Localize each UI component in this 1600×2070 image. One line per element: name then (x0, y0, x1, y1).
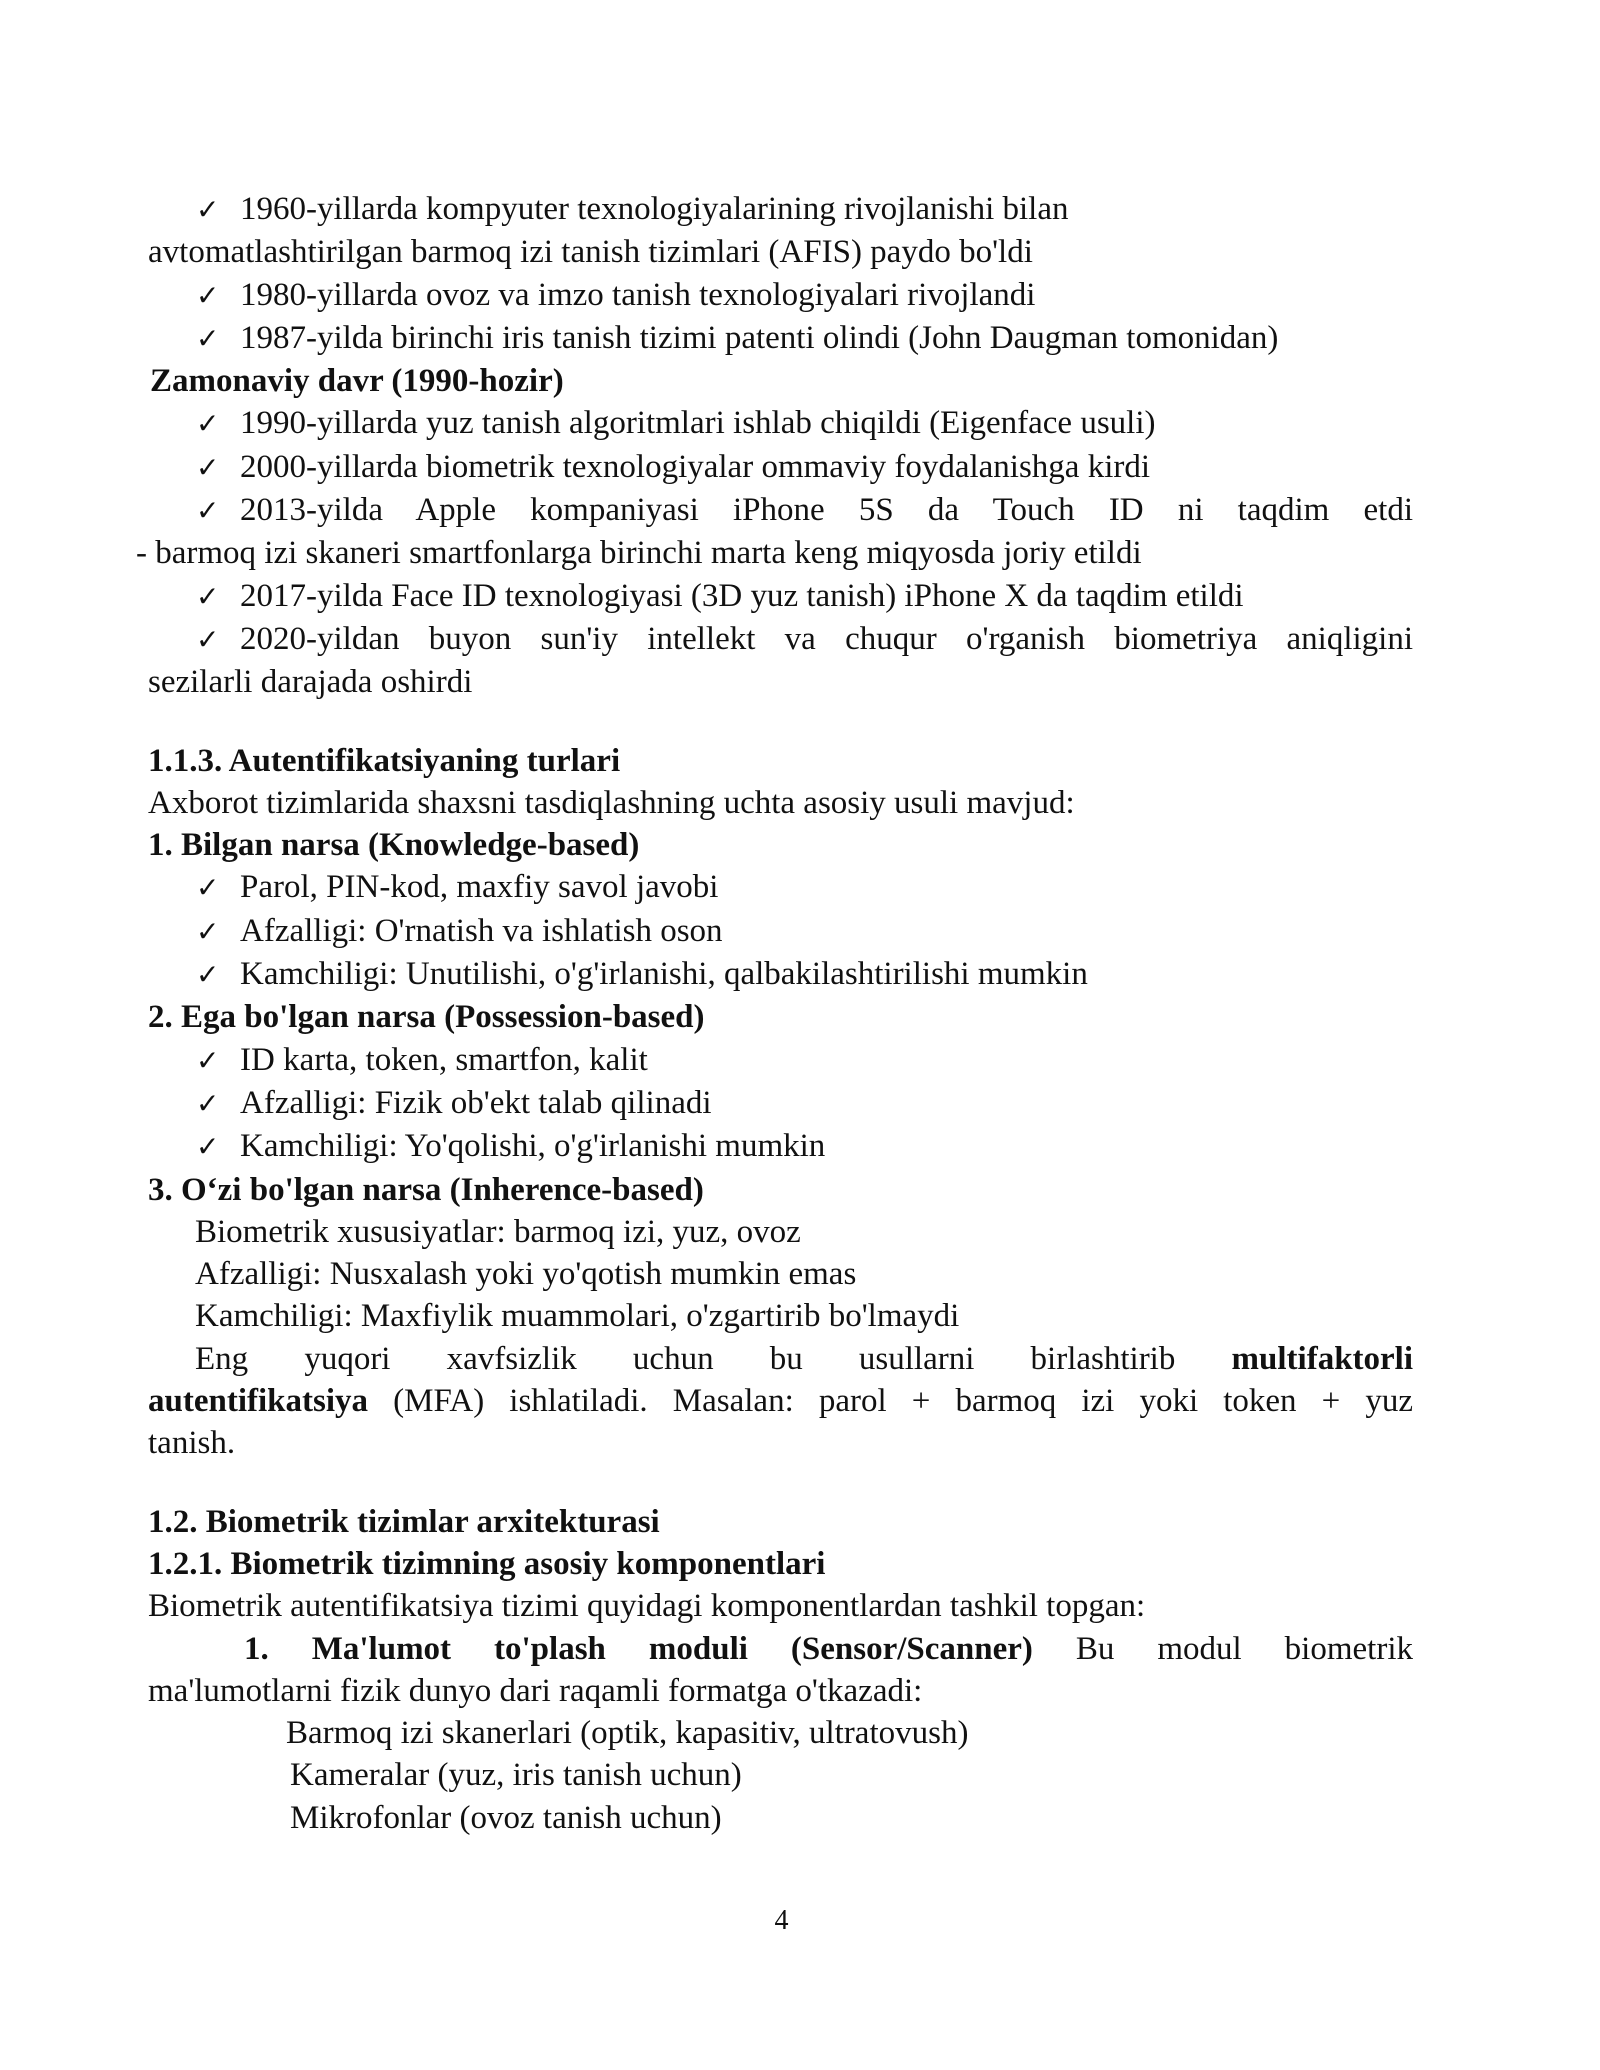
mfa-paragraph: Eng yuqori xavfsizlik uchun bu usullarni birlashtirib multifaktorli autentifikatsiya (MFA) ishlatiladi. Masalan: parol + barmoq izi yoki token + yuz tanish. (148, 1340, 1414, 1462)
list-item: ✓ ID karta, token, smartfon, kalit (148, 1039, 1413, 1082)
list-item: Barmoq izi skanerlari (optik, kapasitiv, ultratovush) (286, 1715, 969, 1752)
checkmark-icon: ✓ (196, 579, 220, 613)
checkmark-icon: ✓ (196, 1086, 220, 1120)
list-item: Mikrofonlar (ovoz tanish uchun) (290, 1799, 722, 1836)
list-item: Kameralar (yuz, iris tanish uchun) (290, 1757, 742, 1794)
checkmark-icon: ✓ (196, 321, 220, 355)
checkmark-icon: ✓ (196, 914, 220, 948)
auth-type-heading: 2. Ega bo'lgan narsa (Possession-based) (148, 999, 705, 1036)
list-item: ✓ 1960-yillarda kompyuter texnologiyalarining rivojlanishi bilan avtomatlashtirilgan barmoq izi tanish tizimlari (AFIS) paydo bo'ldi (148, 191, 1069, 271)
list-item: ✓ 2017-yilda Face ID texnologiyasi (3D yuz tanish) iPhone X da taqdim etildi (148, 575, 1413, 618)
section-heading: 1.2. Biometrik tizimlar arxitekturasi (148, 1503, 660, 1540)
checkmark-icon: ✓ (196, 958, 220, 992)
list-item: ✓ 1990-yillarda yuz tanish algoritmlari ishlab chiqildi (Eigenface usuli) (148, 402, 1413, 445)
checkmark-icon: ✓ (196, 494, 220, 528)
subsection-heading: 1.2.1. Biometrik tizimning asosiy komponentlari (148, 1545, 826, 1582)
modern-era-heading: Zamonaviy davr (1990-hozir) (150, 363, 564, 400)
auth-type-heading: 1. Bilgan narsa (Knowledge-based) (148, 827, 640, 864)
list-item: Afzalligi: Nusxalash yoki yo'qotish mumkin emas (195, 1256, 857, 1293)
list-item: ✓ Afzalligi: Fizik ob'ekt talab qilinadi (148, 1082, 1413, 1125)
list-item: Biometrik xususiyatlar: barmoq izi, yuz, ovoz (195, 1213, 801, 1250)
list-item: ✓ 2000-yillarda biometrik texnologiyalar ommaviy foydalanishga kirdi (148, 446, 1413, 489)
page-number: 4 (774, 1905, 789, 1936)
document-page (136, 188, 1414, 1839)
checkmark-icon: ✓ (196, 1043, 220, 1077)
section-intro: Axborot tizimlarida shaxsni tasdiqlashning uchta asosiy usuli mavjud: (148, 784, 1075, 821)
checkmark-icon: ✓ (196, 450, 220, 484)
list-item: Kamchiligi: Maxfiylik muammolari, o'zgartirib bo'lmaydi (195, 1298, 960, 1335)
auth-type-heading: 3. O‘zi bo'lgan narsa (Inherence-based) (148, 1171, 704, 1208)
checkmark-icon: ✓ (196, 871, 220, 905)
list-item: ✓ 1987-yilda birinchi iris tanish tizimi patenti olindi (John Daugman tomonidan) (148, 317, 1413, 360)
module-paragraph: 1. Ma'lumot to'plash moduli (Sensor/Scanner) Bu modul biometrik ma'lumotlarni fizik dunyo dari raqamli formatga o'tkazadi: (148, 1630, 1413, 1709)
list-item: ✓ 2013-yilda Apple kompaniyasi iPhone 5S da Touch ID ni taqdim etdi - barmoq izi skaneri smartfonlarga birinchi marta keng miqyosda joriy etildi (136, 492, 1413, 572)
checkmark-icon: ✓ (196, 278, 220, 312)
checkmark-icon: ✓ (196, 193, 220, 226)
list-item: ✓ 2020-yildan buyon sun'iy intellekt va chuqur o'rganish biometriya aniqligini sezilarli darajada oshirdi (148, 620, 1413, 701)
checkmark-icon: ✓ (196, 622, 220, 656)
section-intro: Biometrik autentifikatsiya tizimi quyidagi komponentlardan tashkil topgan: (148, 1588, 1146, 1625)
section-heading: 1.1.3. Autentifikatsiyaning turlari (148, 742, 621, 779)
list-item: ✓ Kamchiligi: Unutilishi, o'g'irlanishi, qalbakilashtirilishi mumkin (148, 953, 1413, 996)
checkmark-icon: ✓ (196, 1130, 220, 1164)
list-item: ✓ Parol, PIN-kod, maxfiy savol javobi (148, 866, 1413, 909)
checkmark-icon: ✓ (196, 407, 220, 441)
list-item: ✓ Kamchiligi: Yo'qolishi, o'g'irlanishi mumkin (148, 1125, 1413, 1168)
list-item: ✓ 1980-yillarda ovoz va imzo tanish texnologiyalari rivojlandi (148, 274, 1413, 317)
list-item: ✓ Afzalligi: O'rnatish va ishlatish oson (148, 910, 1413, 953)
